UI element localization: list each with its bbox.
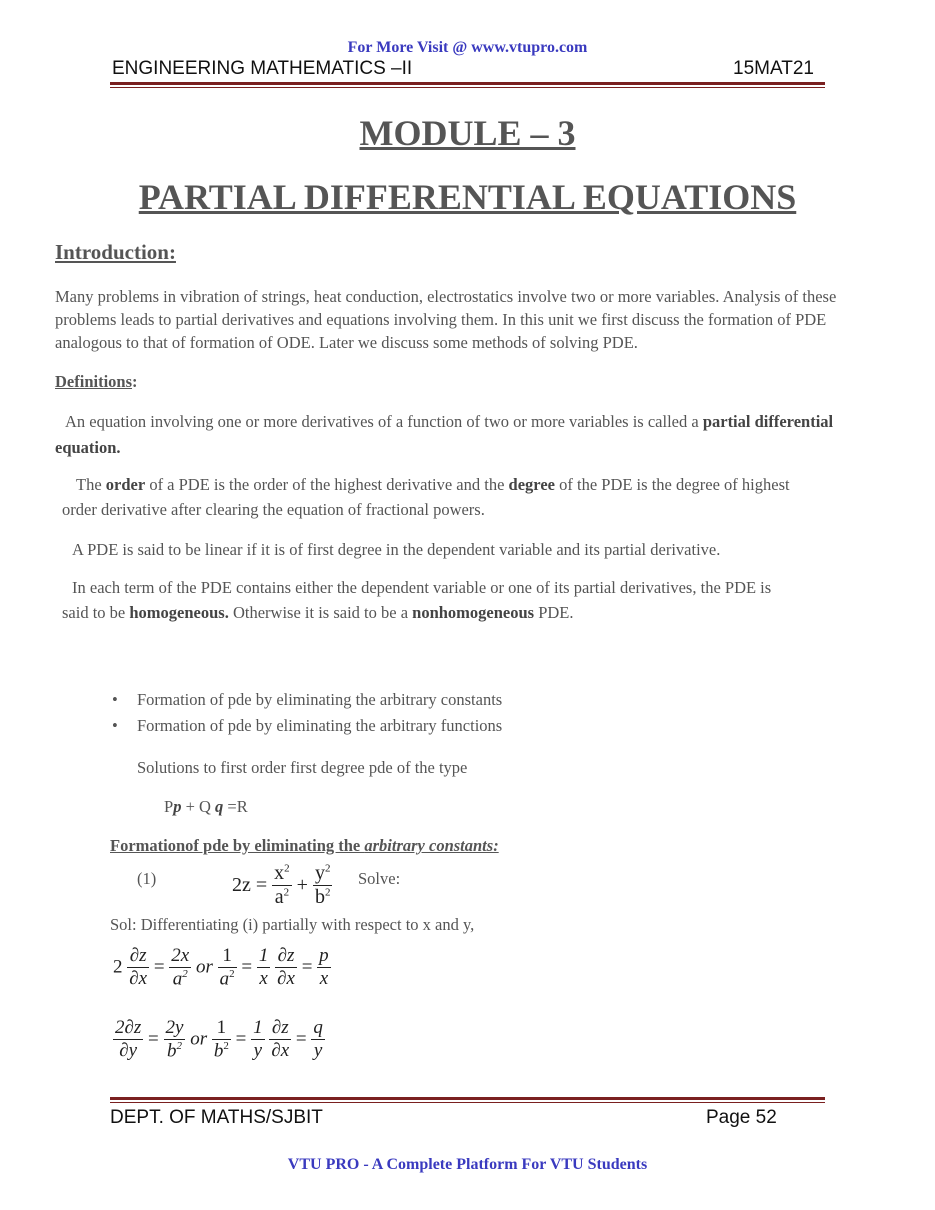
example-equation: 2z = $\frac{x^2}{a^2}$ + $\frac{y^2}{b^2}$ xyxy=(232,862,331,908)
formation-heading: Formationof pde by eliminating the arbitrary constants: xyxy=(110,836,499,855)
footer-dept: DEPT. OF MATHS/SJBIT xyxy=(110,1107,323,1128)
footer-page-number: Page 52 xyxy=(706,1107,777,1128)
header-rule xyxy=(110,82,825,85)
bullet-item-2: • Formation of pde by eliminating the arbitrary functions xyxy=(112,716,503,735)
solution-line: Sol: Differentiating (i) partially with respect to x and y, xyxy=(110,915,475,934)
intro-line-2: problems leads to partial derivatives and equations involving them. In this unit we first discuss the formation of PDE xyxy=(55,310,827,329)
footer-rule-thin xyxy=(110,1102,825,1103)
header-rule-thin xyxy=(110,87,825,88)
definitions-heading: Definitions: xyxy=(55,372,138,391)
header-subject: ENGINEERING MATHEMATICS –II xyxy=(112,58,413,79)
chapter-title: PARTIAL DIFFERENTIAL EQUATIONS xyxy=(138,177,797,217)
module-title: MODULE – 3 xyxy=(359,113,576,153)
top-visit-banner: For More Visit @ www.vtupro.com xyxy=(347,39,588,56)
definition-homogeneous: In each term of the PDE contains either the dependent variable or one of its partial derivatives, the PDE is xyxy=(72,578,772,597)
intro-line-1: Many problems in vibration of strings, heat conduction, electrostatics involve two or more variables. Analysis of these xyxy=(55,287,837,306)
pqr-equation: Pp + Q q =R xyxy=(164,797,248,816)
intro-heading: Introduction: xyxy=(55,240,176,264)
header-code: 15MAT21 xyxy=(733,58,814,79)
definition-linear: A PDE is said to be linear if it is of first degree in the dependent variable and its partial derivative. xyxy=(72,540,721,559)
definition-order-degree: The order of a PDE is the order of the highest derivative and the degree of the PDE is the degree of highest xyxy=(76,475,790,494)
example-number: (1) xyxy=(137,869,157,888)
solutions-line: Solutions to first order first degree pde of the type xyxy=(137,758,468,777)
example-solve-label: Solve: xyxy=(358,869,401,888)
definition-order-degree-cont: order derivative after clearing the equation of fractional powers. xyxy=(62,500,485,519)
bottom-visit-banner: VTU PRO - A Complete Platform For VTU Students xyxy=(287,1156,648,1173)
footer-rule xyxy=(110,1097,825,1100)
definition-pde-cont: equation. xyxy=(55,438,121,457)
equation-2: $\frac{2\partial z}{\partial y}$ = $\frac{2y}{b^2}$ or $\frac{1}{b^2}$ = $\frac{1}{y}$ $\frac{\partial z}{\partial x}$ = $\frac{q}{y}$ xyxy=(115,1017,323,1062)
definition-homogeneous-cont: said to be homogeneous. Otherwise it is said to be a nonhomogeneous PDE. xyxy=(62,603,574,622)
intro-line-3: analogous to that of formation of ODE. Later we discuss some methods of solving PDE. xyxy=(55,333,638,352)
definition-pde: An equation involving one or more derivatives of a function of two or more variables is called a partial differential xyxy=(65,412,834,431)
bullet-item-1: • Formation of pde by eliminating the arbitrary constants xyxy=(112,690,503,709)
equation-1: 2 $\frac{\partial z}{\partial x}$ = $\frac{2x}{a^2}$ or $\frac{1}{a^2}$ = $\frac{1}{x}$ $\frac{\partial z}{\partial x}$ = $\frac{p}{x}$ xyxy=(113,945,329,990)
